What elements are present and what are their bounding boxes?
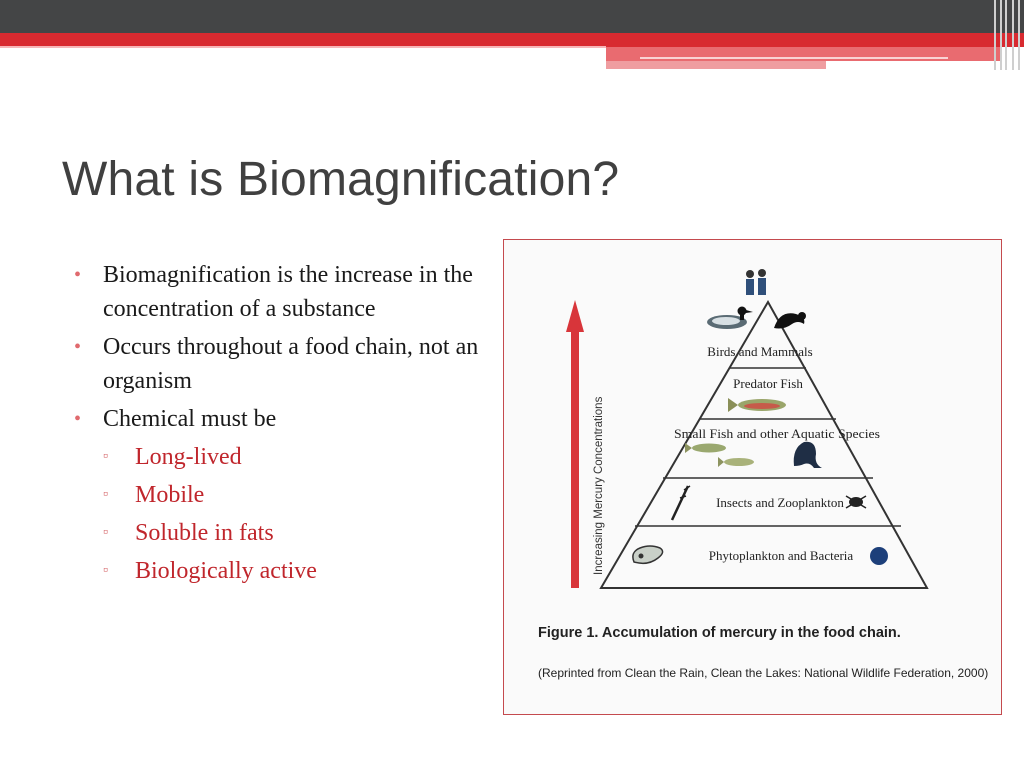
sub-bullet-item — [103, 516, 484, 550]
figure-credit: (Reprinted from Clean the Rain, Clean the Lakes: National Wildlife Federation, 2000) — [538, 666, 989, 680]
loon-bird-icon — [707, 307, 753, 330]
sub-bullet-list — [103, 440, 484, 588]
level-label-insects-zooplankton: Insects and Zooplankton — [716, 495, 844, 510]
bullet-item — [74, 330, 484, 398]
bacteria-icon — [870, 547, 888, 565]
level-label-birds-mammals: Birds and Mammals — [707, 344, 813, 359]
food-chain-figure — [503, 239, 1002, 715]
predator-fish-icon — [728, 398, 786, 412]
pyramid-diagram — [504, 240, 1003, 716]
header-red-band — [0, 33, 1024, 47]
header-dark-band — [0, 0, 1024, 33]
level-label-predator-fish: Predator Fish — [733, 376, 803, 391]
insect-icon — [672, 486, 690, 520]
bullet-dot-icon: • — [74, 408, 82, 430]
bullet-dot-icon: • — [74, 264, 82, 286]
bullet-item — [74, 402, 484, 588]
bullet-text: Biomagnification is the increase in the concentration of a substance — [103, 262, 473, 322]
square-bullet-icon: ▫ — [103, 449, 108, 464]
arrow-up-icon — [566, 300, 584, 332]
bullet-list — [74, 258, 484, 592]
figure-caption: Figure 1. Accumulation of mercury in the food chain. — [538, 625, 901, 641]
bullet-dot-icon: • — [74, 336, 82, 358]
otter-icon — [774, 312, 806, 329]
phytoplankton-icon — [633, 546, 663, 563]
sub-bullet-text: Long-lived — [135, 444, 242, 470]
slide-title: What is Biomagnification? — [62, 153, 620, 206]
header-light-line — [0, 46, 606, 48]
square-bullet-icon: ▫ — [103, 563, 108, 578]
square-bullet-icon: ▫ — [103, 487, 108, 502]
axis-label: Increasing Mercury Concentrations — [593, 396, 605, 575]
sub-bullet-text: Biologically active — [135, 558, 317, 584]
sub-bullet-text: Soluble in fats — [135, 520, 274, 546]
level-label-small-fish: Small Fish and other Aquatic Species — [674, 426, 880, 441]
frog-icon — [794, 442, 822, 468]
sub-bullet-item — [103, 554, 484, 588]
header-pale-band — [606, 61, 826, 69]
sub-bullet-item — [103, 478, 484, 512]
arrow-shaft — [571, 326, 579, 588]
zooplankton-icon — [846, 496, 866, 508]
square-bullet-icon: ▫ — [103, 525, 108, 540]
small-fish-icon — [685, 443, 754, 467]
bullet-text: Occurs throughout a food chain, not an organism — [103, 334, 479, 394]
level-label-phytoplankton: Phytoplankton and Bacteria — [708, 548, 854, 563]
sub-bullet-item — [103, 440, 484, 474]
header-thin-line — [640, 57, 948, 59]
bullet-text: Chemical must be — [103, 406, 277, 432]
header-vertical-stripes — [992, 0, 1024, 70]
people-icon — [746, 269, 766, 295]
bullet-item — [74, 258, 484, 326]
sub-bullet-text: Mobile — [135, 482, 205, 508]
